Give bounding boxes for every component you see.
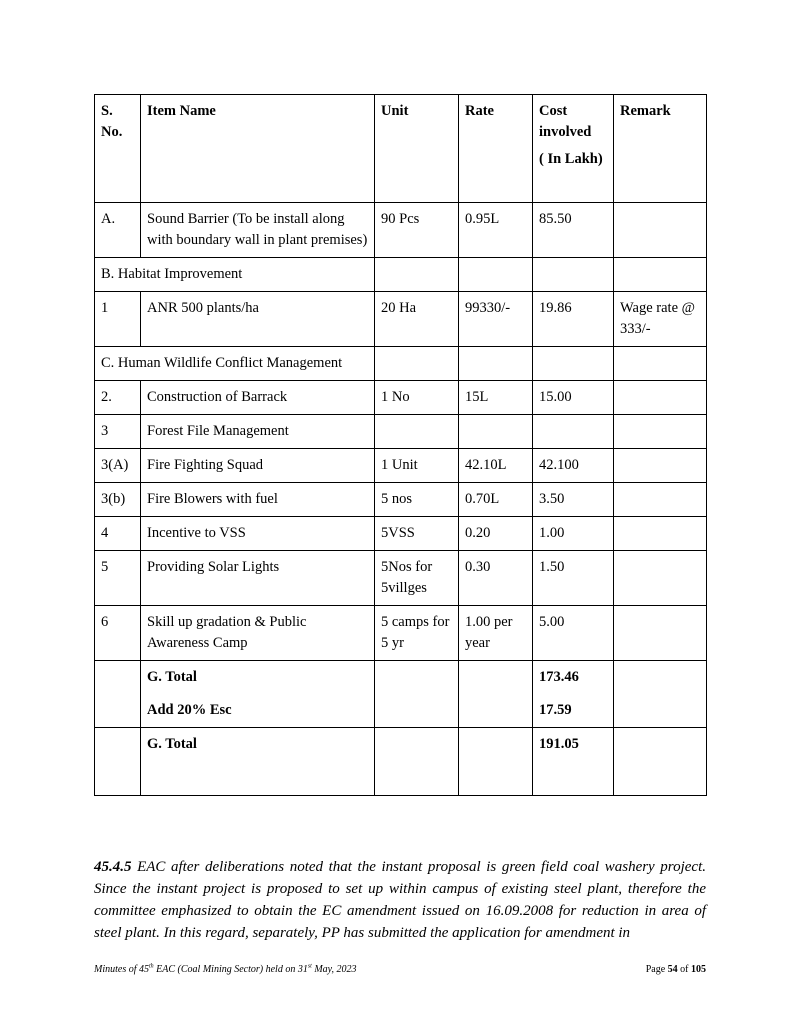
- cell-cost: 19.86: [533, 292, 614, 347]
- cell-sno: 3(A): [95, 449, 141, 483]
- empty-cell: [375, 258, 459, 292]
- header-sno: S. No.: [95, 95, 141, 203]
- cell-cost: 3.50: [533, 483, 614, 517]
- cell-unit: 5VSS: [375, 517, 459, 551]
- cost-table-body: [95, 95, 707, 796]
- footer-page-number: [646, 964, 706, 975]
- table-row: [95, 517, 707, 551]
- cell-unit: 5Nos for 5villges: [375, 551, 459, 606]
- table-row: [95, 415, 707, 449]
- escalation-value: 17.59: [539, 702, 572, 718]
- cell-cost: [533, 415, 614, 449]
- header-cost-label: Cost involved: [539, 103, 592, 140]
- cell-cost: 1.50: [533, 551, 614, 606]
- grand-total-row: [95, 728, 707, 796]
- cell-item: Providing Solar Lights: [141, 551, 375, 606]
- cell-sno: 3: [95, 415, 141, 449]
- header-row: [95, 95, 707, 203]
- footer-text: Minutes of 45: [94, 964, 149, 975]
- cell-rate: 42.10L: [459, 449, 533, 483]
- header-unit: Unit: [375, 95, 459, 203]
- cost-table: [94, 94, 707, 796]
- cell-sno: 1: [95, 292, 141, 347]
- empty-cell: [533, 347, 614, 381]
- cell-rate: 99330/-: [459, 292, 533, 347]
- cell-unit: 5 camps for 5 yr: [375, 606, 459, 661]
- cell-remark: [614, 606, 707, 661]
- empty-cell: [375, 728, 459, 796]
- table-row: [95, 551, 707, 606]
- footer-sup: th: [149, 963, 154, 970]
- empty-cell: [614, 258, 707, 292]
- cell-item: Fire Fighting Squad: [141, 449, 375, 483]
- subtotal-labels: [141, 661, 375, 728]
- cell-sno: A.: [95, 203, 141, 258]
- paragraph-number: 45.4.5: [94, 859, 132, 875]
- footer-sup: st: [307, 963, 312, 970]
- cell-remark: [614, 381, 707, 415]
- section-title: B. Habitat Improvement: [95, 258, 375, 292]
- empty-cell: [533, 258, 614, 292]
- cell-cost: 42.100: [533, 449, 614, 483]
- cell-sno: 5: [95, 551, 141, 606]
- cell-remark: [614, 449, 707, 483]
- header-rate: Rate: [459, 95, 533, 203]
- cell-sno: 4: [95, 517, 141, 551]
- total-pages: 105: [691, 964, 706, 975]
- cell-sno: 3(b): [95, 483, 141, 517]
- page-prefix: Page: [645, 964, 668, 975]
- cell-item: Construction of Barrack: [141, 381, 375, 415]
- cell-unit: 90 Pcs: [375, 203, 459, 258]
- cell-rate: 1.00 per year: [459, 606, 533, 661]
- cell-rate: 15L: [459, 381, 533, 415]
- paragraph-text: EAC after deliberations noted that the instant proposal is green field coal washery project. Since the instant project is proposed to set up within campus of existing steel plant, therefore the committee emphasized to obtain the EC amendment issued on 16.09.2008 for reduction in area of steel plant. In this regard, separately, PP has submitted the application for amendment in: [94, 859, 706, 941]
- cell-unit: 1 Unit: [375, 449, 459, 483]
- cell-rate: 0.70L: [459, 483, 533, 517]
- cell-item: Skill up gradation & Public Awareness Camp: [141, 606, 375, 661]
- cell-item: Incentive to VSS: [141, 517, 375, 551]
- cell-unit: 1 No: [375, 381, 459, 415]
- header-remark: Remark: [614, 95, 707, 203]
- grand-total-label: G. Total: [141, 728, 375, 796]
- cell-cost: 1.00: [533, 517, 614, 551]
- minutes-paragraph: [94, 856, 706, 944]
- cell-remark: [614, 415, 707, 449]
- section-row: [95, 347, 707, 381]
- cell-rate: 0.20: [459, 517, 533, 551]
- table-row: [95, 449, 707, 483]
- cell-unit: 5 nos: [375, 483, 459, 517]
- footer-text: EAC (Coal Mining Sector) held on 31: [153, 964, 308, 975]
- cell-item: Forest File Management: [141, 415, 375, 449]
- table-row: [95, 203, 707, 258]
- cell-cost: 5.00: [533, 606, 614, 661]
- cell-unit: [375, 415, 459, 449]
- empty-cell: [614, 661, 707, 728]
- cell-sno: 6: [95, 606, 141, 661]
- empty-cell: [375, 661, 459, 728]
- table-row: [95, 292, 707, 347]
- escalation-label: Add 20% Esc: [147, 702, 232, 718]
- header-item-name: Item Name: [141, 95, 375, 203]
- cell-remark: [614, 517, 707, 551]
- cell-remark: [614, 483, 707, 517]
- cell-remark: [614, 203, 707, 258]
- table-row: [95, 606, 707, 661]
- cell-remark: [614, 551, 707, 606]
- cell-unit: 20 Ha: [375, 292, 459, 347]
- subtotal-label: G. Total: [147, 669, 197, 685]
- empty-cell: [459, 347, 533, 381]
- cell-item: Fire Blowers with fuel: [141, 483, 375, 517]
- footer-meeting-title: [94, 964, 357, 975]
- empty-cell: [95, 661, 141, 728]
- subtotal-value: 173.46: [539, 669, 579, 685]
- table-row: [95, 483, 707, 517]
- header-cost: [533, 95, 614, 203]
- header-cost-unit: ( In Lakh): [539, 151, 603, 167]
- empty-cell: [614, 347, 707, 381]
- grand-total-value: 191.05: [533, 728, 614, 796]
- section-title: C. Human Wildlife Conflict Management: [95, 347, 375, 381]
- cell-cost: 85.50: [533, 203, 614, 258]
- cell-rate: [459, 415, 533, 449]
- empty-cell: [95, 728, 141, 796]
- section-row: [95, 258, 707, 292]
- empty-cell: [459, 258, 533, 292]
- current-page: 54: [667, 964, 678, 975]
- empty-cell: [375, 347, 459, 381]
- cell-remark: Wage rate @ 333/-: [614, 292, 707, 347]
- cell-item: Sound Barrier (To be install along with boundary wall in plant premises): [141, 203, 375, 258]
- cell-rate: 0.95L: [459, 203, 533, 258]
- cell-sno: 2.: [95, 381, 141, 415]
- page-of: of: [677, 964, 691, 975]
- empty-cell: [459, 661, 533, 728]
- subtotal-values: [533, 661, 614, 728]
- empty-cell: [614, 728, 707, 796]
- cell-item: ANR 500 plants/ha: [141, 292, 375, 347]
- table-row: [95, 381, 707, 415]
- cell-rate: 0.30: [459, 551, 533, 606]
- footer-text: May, 2023: [311, 964, 357, 975]
- subtotal-row: [95, 661, 707, 728]
- empty-cell: [459, 728, 533, 796]
- cell-cost: 15.00: [533, 381, 614, 415]
